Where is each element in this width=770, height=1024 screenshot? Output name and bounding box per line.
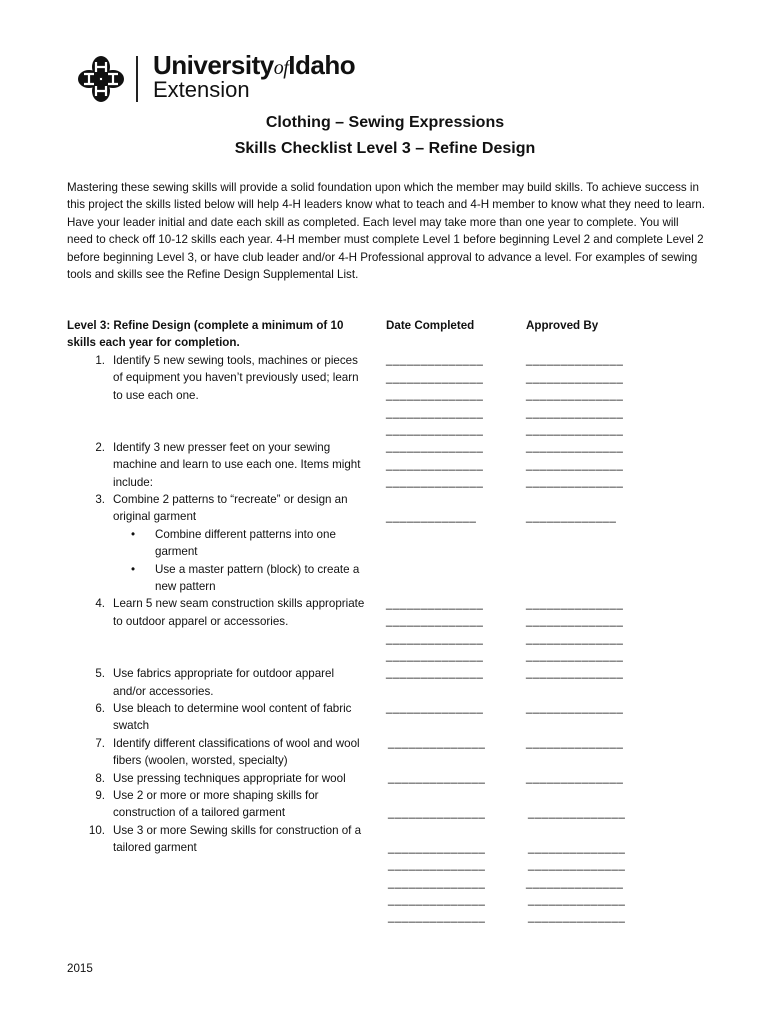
list-item: 4. Learn 5 new seam construction skills appropriate to outdoor apparel or accessories.: [95, 597, 365, 628]
date-completed-line[interactable]: _____________: [386, 510, 477, 523]
list-item: 9. Use 2 or more or more shaping skills for construction of a tailored garment: [95, 788, 319, 820]
date-completed-line[interactable]: ______________: [388, 771, 486, 784]
date-completed-line[interactable]: ______________: [388, 858, 486, 871]
intro-paragraph: Mastering these sewing skills will provide a solid foundation upon which the member may build skills. To achieve success in this project the skills listed below will help 4-H leaders know what to teach and 4-H member to know what they need to learn. Have your leader initial and date each skill as completed. Each level may take more than one year to complete. You will need to check off 10-12 skills each year. 4-H member must complete Level 1 before beginning Level 2 and complete Level 2 before beginning Level 3, or have club leader and/or 4-H Professional approval to advance a level. For examples of sewing tools and skills see the Refine Design Supplemental List.: [67, 181, 705, 282]
date-completed-line[interactable]: ______________: [386, 371, 484, 384]
approved-by-line[interactable]: ______________: [528, 893, 626, 906]
date-completed-line[interactable]: ______________: [386, 423, 484, 436]
date-completed-line[interactable]: ______________: [386, 597, 484, 610]
list-item: 7. Identify different classifications of wool and wool fibers (woolen, worsted, specialty): [95, 736, 360, 768]
date-completed-line[interactable]: ______________: [386, 666, 484, 679]
approved-by-line[interactable]: ______________: [526, 388, 624, 401]
approved-by-line[interactable]: ______________: [528, 806, 626, 819]
date-completed-line[interactable]: ______________: [386, 475, 484, 488]
bullet-item: • Use a master pattern (block) to create a new pattern: [131, 562, 360, 594]
date-completed-header: Date Completed: [386, 319, 475, 332]
approved-by-line[interactable]: ______________: [528, 841, 626, 854]
date-completed-line[interactable]: ______________: [386, 632, 484, 645]
document-subtitle: Skills Checklist Level 3 – Refine Design: [234, 140, 536, 157]
date-completed-line[interactable]: ______________: [388, 910, 486, 923]
date-completed-line[interactable]: ______________: [386, 614, 484, 627]
approved-by-line[interactable]: ______________: [528, 910, 626, 923]
date-completed-line[interactable]: ______________: [388, 893, 486, 906]
4h-clover-logo: [76, 54, 126, 104]
date-completed-line[interactable]: ______________: [386, 388, 484, 401]
date-completed-line[interactable]: ______________: [388, 876, 486, 889]
approved-by-line[interactable]: ______________: [526, 736, 624, 749]
date-completed-line[interactable]: ______________: [388, 806, 486, 819]
approved-by-line[interactable]: ______________: [526, 701, 624, 714]
approved-by-line[interactable]: ______________: [526, 771, 624, 784]
date-completed-line[interactable]: ______________: [386, 353, 484, 366]
list-item: 8. Use pressing techniques appropriate for wool: [95, 771, 346, 785]
approved-by-line[interactable]: ______________: [526, 440, 624, 453]
list-item: 2. Identify 3 new presser feet on your sewing machine and learn to use each one. Items might include:: [95, 440, 361, 489]
approved-by-line[interactable]: ______________: [526, 632, 624, 645]
list-item: 6. Use bleach to determine wool content of fabric swatch: [95, 701, 352, 733]
level-heading: Level 3: Refine Design (complete a minimum of 10 skills each year for completion.: [67, 319, 344, 350]
date-completed-line[interactable]: ______________: [386, 406, 484, 419]
approved-by-line[interactable]: ______________: [526, 458, 624, 471]
approved-by-line[interactable]: ______________: [526, 614, 624, 627]
university-wordmark: UniversityofIdaho: [153, 50, 356, 80]
date-completed-line[interactable]: ______________: [386, 440, 484, 453]
approved-by-line[interactable]: _____________: [526, 510, 617, 523]
date-completed-line[interactable]: ______________: [386, 458, 484, 471]
approved-by-line[interactable]: ______________: [526, 876, 624, 889]
date-completed-line[interactable]: ______________: [386, 701, 484, 714]
approved-by-line[interactable]: ______________: [526, 475, 624, 488]
date-completed-line[interactable]: ______________: [388, 736, 486, 749]
bullet-item: • Combine different patterns into one garment: [131, 527, 336, 559]
skills-checklist: [67, 317, 367, 857]
date-completed-line[interactable]: ______________: [386, 649, 484, 662]
brand-divider: [136, 56, 138, 102]
list-item: 5. Use fabrics appropriate for outdoor apparel and/or accessories.: [95, 667, 335, 698]
list-item: 10. Use 3 or more Sewing skills for construction of a tailored garment: [88, 823, 362, 855]
approved-by-header: Approved By: [526, 319, 599, 332]
approved-by-line[interactable]: ______________: [528, 858, 626, 871]
list-item: 1. Identify 5 new sewing tools, machines or pieces of equipment you haven’t previously used; learn to use each one.: [95, 353, 359, 402]
approved-by-line[interactable]: ______________: [526, 649, 624, 662]
approved-by-line[interactable]: ______________: [526, 371, 624, 384]
date-completed-line[interactable]: ______________: [388, 841, 486, 854]
approved-by-line[interactable]: ______________: [526, 423, 624, 436]
list-item: 3. Combine 2 patterns to “recreate” or design an original garment: [95, 493, 348, 524]
document-title: Clothing – Sewing Expressions: [265, 114, 505, 131]
extension-wordmark: Extension: [153, 77, 250, 102]
approved-by-line[interactable]: ______________: [526, 597, 624, 610]
footer-year: 2015: [67, 962, 93, 975]
approved-by-line[interactable]: ______________: [526, 353, 624, 366]
approved-by-line[interactable]: ______________: [526, 406, 624, 419]
approved-by-line[interactable]: ______________: [526, 666, 624, 679]
